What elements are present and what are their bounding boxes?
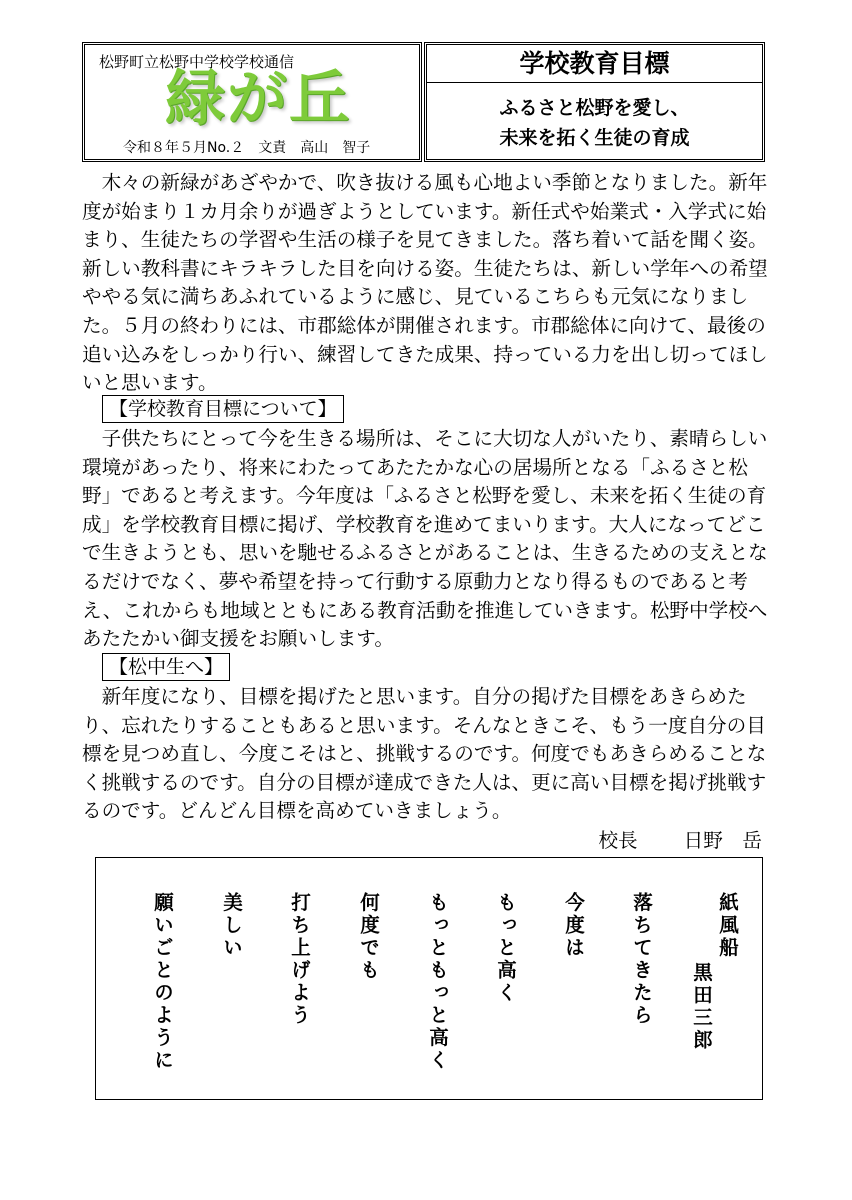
signature-title: 校長	[598, 829, 638, 852]
goal-line-1: ふるさと松野を愛し、	[499, 97, 690, 119]
poem-line: 願いごとのように	[151, 892, 174, 1072]
goal-divider	[427, 82, 762, 83]
goal-text	[427, 93, 762, 153]
poem-line: 落ちてきたら	[630, 892, 653, 1027]
poem-title: 紙風船	[716, 892, 739, 960]
intro-section	[82, 169, 772, 398]
poem-line: 何度でも	[357, 892, 380, 982]
school-goal-section	[82, 425, 772, 654]
poem-line: もっともっと高く	[426, 892, 449, 1072]
poem-box	[95, 857, 763, 1100]
poem-line: 美しい	[220, 892, 243, 960]
organization-name: 松野町立松野中学校学校通信	[99, 53, 295, 71]
goal-line-2: 未来を拓く生徒の育成	[499, 127, 690, 149]
poem-line: 打ち上げよう	[288, 892, 311, 1027]
poem-line: 今度は	[562, 892, 585, 960]
school-goal-paragraph: 子供たちにとって今を生きる場所は、そこに大切な人がいたり、素晴らしい環境があったり、将来にわたってあたたかな心の居場所となる「ふるさと松野」であると考えます。今年度は「ふるさと松野を愛し、未来を拓く生徒の育成」を学校教育目標に掲げ、学校教育を進めてまいります。大人になってどこで生きようとも、思いを馳せるふるさとがあることは、生きるための支えとなるだけでなく、夢や希望を持って行動する原動力となり得るものであると考え、これからも地域とともにある教育活動を推進していきます。松野中学校へあたたかい御支援をお願いします。	[82, 427, 768, 651]
students-paragraph: 新年度になり、目標を掲げたと思います。自分の掲げた目標をあきらめたり、忘れたりすることもあると思います。そんなときこそ、もう一度自分の目標を見つめ直し、今度こそはと、挑戦するのです。何度でもあきらめることなく挑戦するのです。自分の目標が達成できた人は、更に高い目標を掲げ挑戦するのです。どんどん目標を高めていきましょう。	[82, 685, 767, 823]
intro-paragraph: 木々の新緑があざやかで、吹き抜ける風も心地よい季節となりました。新年度が始まり１カ月余りが過ぎようとしています。新任式や始業式・入学式に始まり、生徒たちの学習や生活の様子を見てきました。落ち着いて話を聞く姿。新しい教科書にキラキラした目を向ける姿。生徒たちは、新しい学年への希望ややる気に満ちあふれているように感じ、見ているこちらも元気になりました。５月の終わりには、市郡総体が開催されます。市郡総体に向けて、最後の追い込みをしっかり行い、練習してきた成果、持っている力を出し切ってほしいと思います。	[82, 171, 768, 395]
newsletter-name-logo: 緑が丘	[165, 64, 351, 134]
section-heading-school-goal: 【学校教育目標について】	[102, 395, 344, 423]
school-goal-box	[424, 42, 765, 162]
poem-author: 黒田三郎	[690, 962, 713, 1052]
signature-name: 日野 岳	[683, 829, 762, 852]
students-section	[82, 683, 772, 826]
issue-info: 令和８年５月No.２ 文責 高山 智子	[123, 140, 371, 156]
goal-title: 学校教育目標	[519, 49, 670, 78]
principal-signature	[598, 824, 762, 853]
masthead-box	[82, 42, 422, 162]
section-heading-students: 【松中生へ】	[102, 653, 230, 681]
poem-line: もっと高く	[494, 892, 517, 1005]
